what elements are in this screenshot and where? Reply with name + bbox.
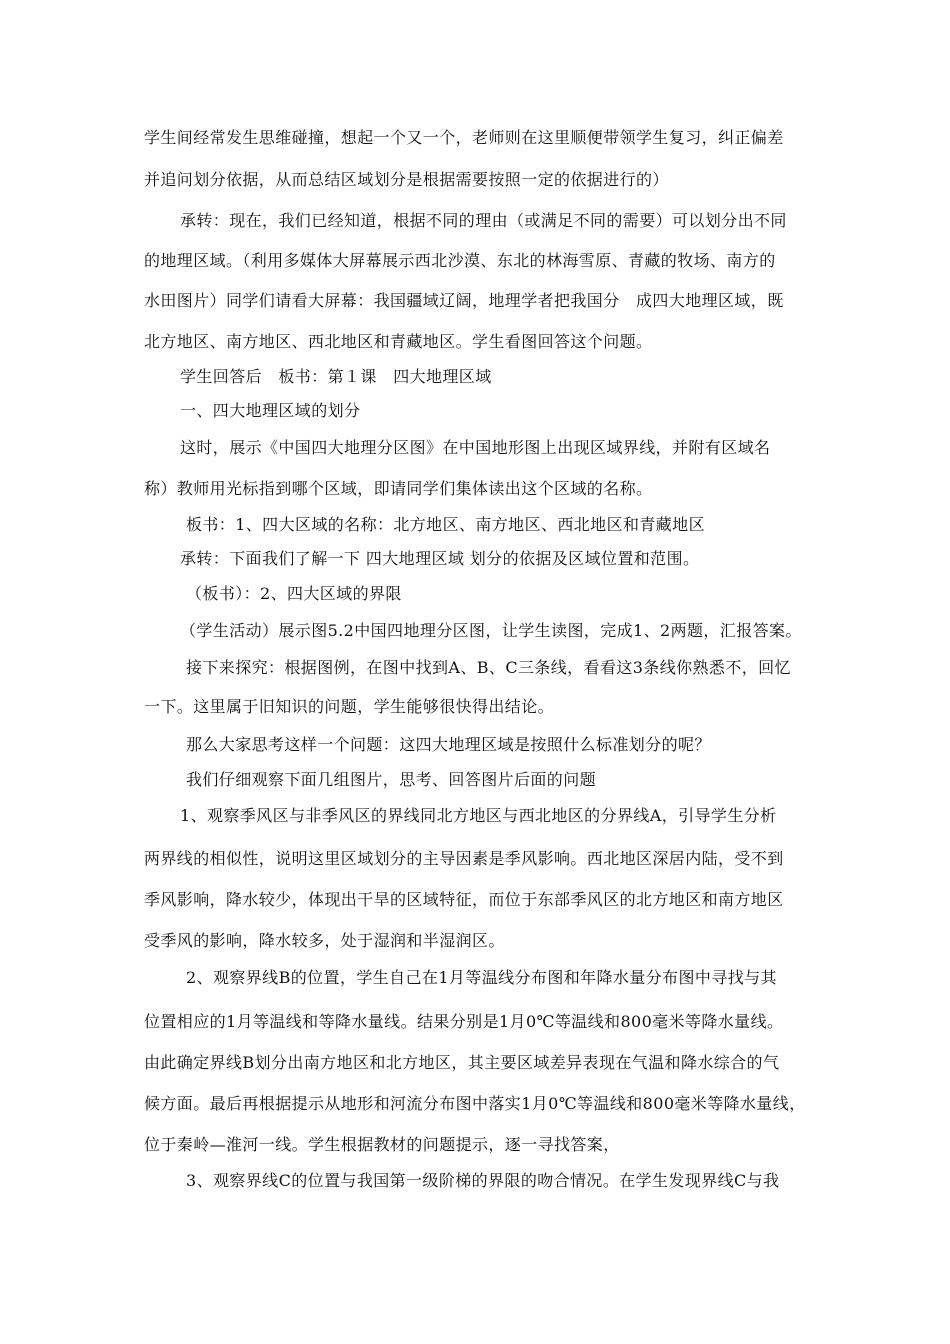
text-line: 接下来探究：根据图例，在图中找到A、B、C三条线，看看这3条线你熟悉不，回忆 <box>186 658 791 677</box>
text-line: 这时，展示《中国四大地理分区图》在中国地形图上出现区域界线，并附有区域名 <box>180 438 771 457</box>
text-line: 学生间经常发生思维碰撞，想起一个又一个，老师则在这里顺便带领学生复习，纠正偏差 <box>144 128 784 147</box>
text-line: 位于秦岭—淮河一线。学生根据教材的问题提示，逐一寻找答案， <box>144 1135 620 1154</box>
text-line: 3、观察界线C的位置与我国第一级阶梯的界限的吻合情况。在学生发现界线C与我 <box>186 1171 780 1190</box>
text-line: 那么大家思考这样一个问题：这四大地理区域是按照什么标准划分的呢？ <box>186 735 711 754</box>
text-line: （板书）：2、四大区域的界限 <box>186 584 402 603</box>
text-line: 承转：下面我们了解一下 四大地理区域 划分的依据及区域位置和范围。 <box>180 549 700 568</box>
text-line: 季风影响，降水较少，体现出干旱的区域特征，而位于东部季风区的北方地区和南方地区 <box>144 890 784 909</box>
text-line: 的地理区域。（利用多媒体大屏幕展示西北沙漠、东北的林海雪原、青藏的牧场、南方的 <box>144 251 776 270</box>
text-line: 水田图片）同学们请看大屏幕：我国疆域辽阔，地理学者把我国分 成四大地理区域，既 <box>144 291 784 310</box>
text-line: 一下。这里属于旧知识的问题，学生能够很快得出结论。 <box>144 697 555 716</box>
text-line: （学生活动）展示图5.2中国四地理分区图，让学生读图，完成1、2两题，汇报答案。 <box>180 621 802 640</box>
text-line: 承转：现在，我们已经知道，根据不同的理由（或满足不同的需要）可以划分出不同 <box>180 211 787 230</box>
text-line: 候方面。最后再根据提示从地形和河流分布图中落实1月0℃等温线和800毫米等降水量线， <box>144 1094 806 1113</box>
text-line: 并追问划分依据，从而总结区域划分是根据需要按照一定的依据进行的） <box>144 170 669 189</box>
text-line: 由此确定界线B划分出南方地区和北方地区，其主要区域差异表现在气温和降水综合的气 <box>144 1053 780 1072</box>
text-line: 学生回答后 板书：第１课 四大地理区域 <box>180 367 492 386</box>
section-heading: 一、四大地理区域的划分 <box>180 401 361 420</box>
text-line: 我们仔细观察下面几组图片，思考、回答图片后面的问题 <box>186 770 597 789</box>
text-line: 受季风的影响，降水较多，处于湿润和半湿润区。 <box>144 931 505 950</box>
text-line: 1、观察季风区与非季风区的界线同北方地区与西北地区的分界线A，引导学生分析 <box>180 806 777 825</box>
text-line: 板书：1、四大区域的名称：北方地区、南方地区、西北地区和青藏地区 <box>186 515 705 534</box>
text-line: 称）教师用光标指到哪个区域，即请同学们集体读出这个区域的名称。 <box>144 479 653 498</box>
text-line: 2、观察界线B的位置，学生自己在1月等温线分布图和年降水量分布图中寻找与其 <box>186 968 777 987</box>
text-line: 位置相应的1月等温线和等降水量线。结果分别是1月0℃等温线和800毫米等降水量线。 <box>144 1012 784 1031</box>
text-line: 北方地区、南方地区、西北地区和青藏地区。学生看图回答这个问题。 <box>144 332 653 351</box>
text-line: 两界线的相似性，说明这里区域划分的主导因素是季风影响。西北地区深居内陆，受不到 <box>144 849 784 868</box>
